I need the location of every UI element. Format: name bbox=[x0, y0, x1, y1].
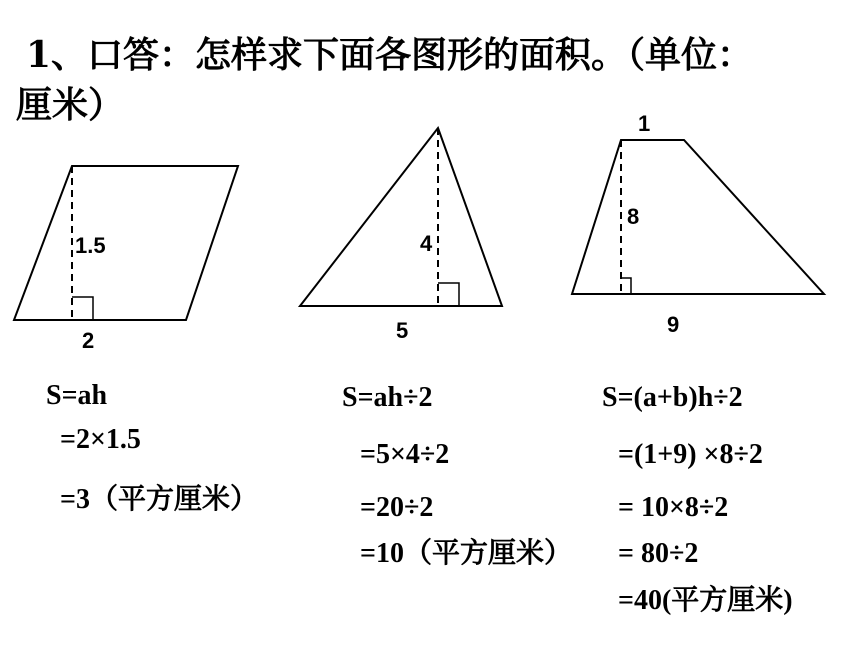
question-title-line2: 厘米） bbox=[16, 84, 125, 126]
parallelogram-right-angle-mark bbox=[72, 297, 93, 320]
triangle-base-label: 5 bbox=[396, 318, 409, 343]
triangle-step-divide: =20÷2 bbox=[360, 492, 434, 523]
trapezoid-shape bbox=[572, 140, 824, 294]
question-title-line1: 1、口答：怎样求下面各图形的面积。（单位： bbox=[26, 34, 754, 76]
triangle-figure bbox=[300, 128, 502, 343]
triangle-step-substitute: =5×4÷2 bbox=[360, 439, 450, 470]
parallelogram-height-label: 1.5 bbox=[75, 233, 106, 258]
parallelogram-base-label: 2 bbox=[82, 328, 95, 353]
trapezoid-height-label: 8 bbox=[627, 204, 640, 229]
trapezoid-top-label: 1 bbox=[638, 111, 651, 136]
parallelogram-figure bbox=[14, 166, 238, 353]
parallelogram-formula: S=ah bbox=[46, 380, 108, 411]
trapezoid-figure bbox=[572, 111, 824, 337]
parallelogram-step-substitute: =2×1.5 bbox=[60, 424, 141, 455]
trapezoid-step-substitute: =(1+9) ×8÷2 bbox=[618, 439, 763, 470]
triangle-shape bbox=[300, 128, 502, 306]
trapezoid-step-divide: = 80÷2 bbox=[618, 538, 699, 569]
trapezoid-step-multiply: = 10×8÷2 bbox=[618, 492, 729, 523]
triangle-right-angle-mark bbox=[438, 283, 459, 306]
trapezoid-result: =40(平方厘米) bbox=[618, 585, 793, 616]
parallelogram-shape bbox=[14, 166, 238, 320]
trapezoid-right-angle-mark bbox=[621, 278, 631, 294]
parallelogram-result: =3（平方厘米） bbox=[60, 484, 258, 515]
trapezoid-bottom-label: 9 bbox=[667, 312, 680, 337]
triangle-result: =10（平方厘米） bbox=[360, 538, 572, 569]
triangle-height-label: 4 bbox=[420, 231, 433, 256]
trapezoid-formula: S=(a+b)h÷2 bbox=[602, 382, 743, 413]
triangle-formula: S=ah÷2 bbox=[342, 382, 433, 413]
